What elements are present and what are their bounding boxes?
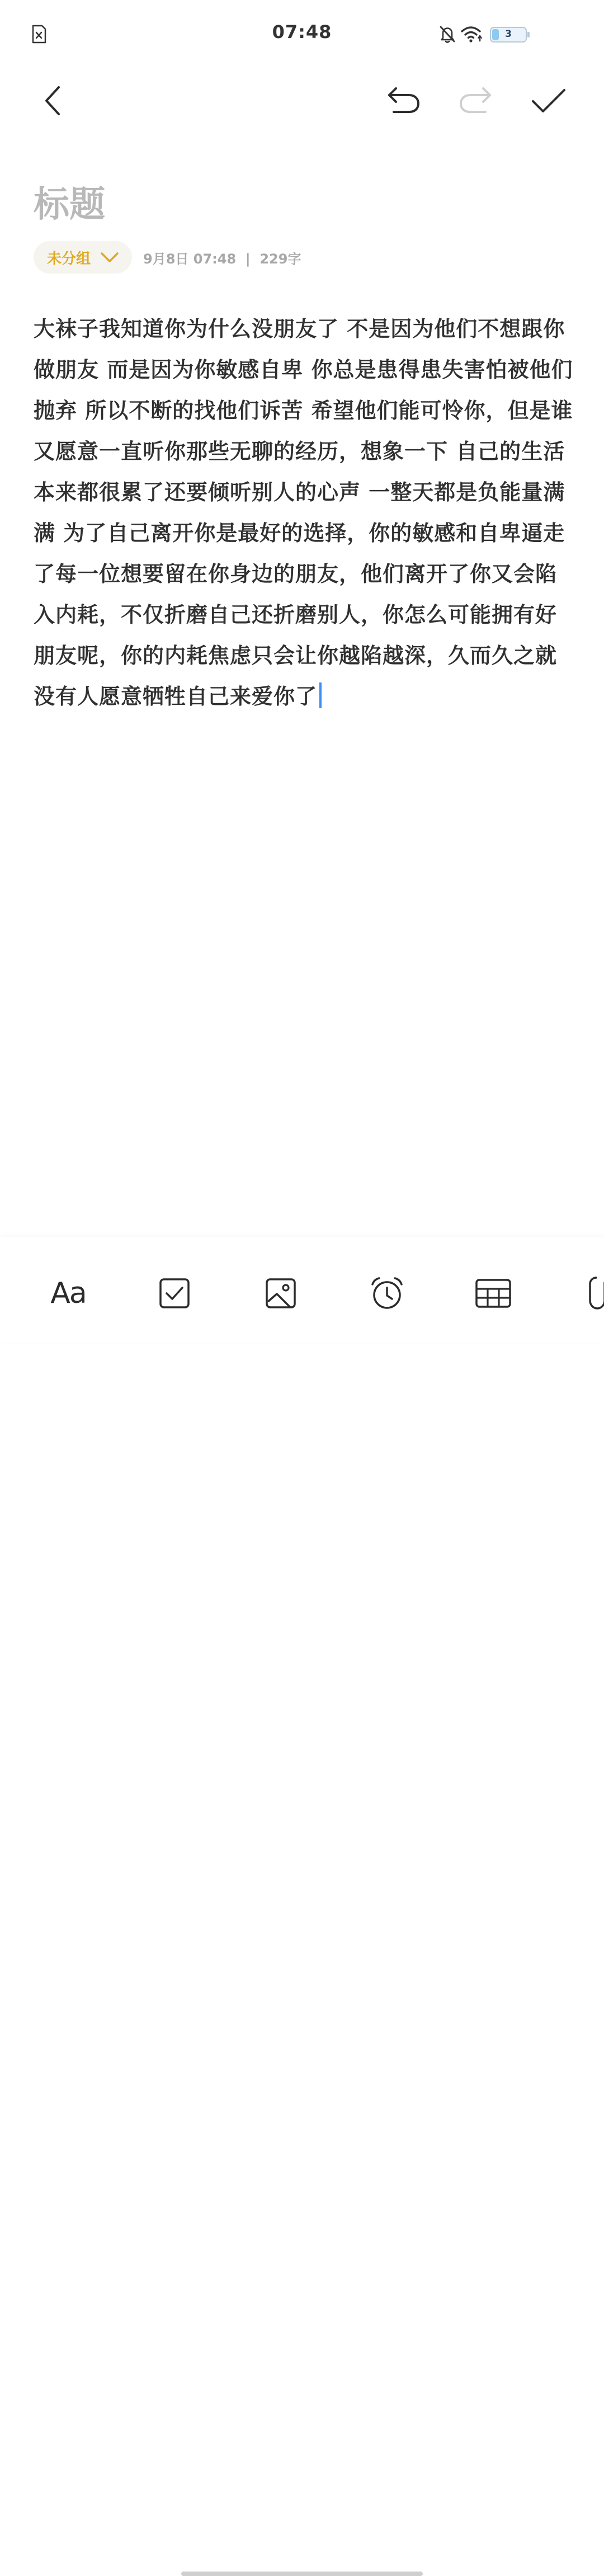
checklist-icon [158,1277,191,1310]
note-body-editor[interactable] [34,309,576,717]
text-cursor [319,682,322,708]
note-title-input[interactable]: 标题 [34,184,105,225]
undo-icon [385,85,422,116]
table-button[interactable] [471,1271,516,1316]
attachment-icon [588,1275,604,1312]
back-arrow-icon [41,84,65,117]
battery-level: 3 [505,29,512,40]
battery-icon [490,27,527,43]
text-style-icon: Aa [50,1277,86,1310]
image-button[interactable] [258,1271,303,1316]
note-body-text: 大袜子我知道你为什么没朋友了 不是因为他们不想跟你做朋友 而是因为你敏感自卑 你总是患得患失害怕被他们抛弃 所以不断的找他们诉苦 希望他们能可怜你，但是谁又愿意一直听你那些无聊的经历，想象一下 自己的生活本来都很累了还要倾听别人的心声 一整天都是负能量满满 为了自己离开你是最好的选择，你的敏感和自卑逼走了每一位想要留在你身边的朋友，他们离开了你又会陷入内耗，不仅折磨自己还折磨别人，你怎么可能拥有好朋友呢，你的内耗焦虑只会让你越陷越深，久而久之就没有人愿意牺牲自己来爱你了 [34,317,573,709]
battery-tip [527,32,530,37]
text-style-button[interactable] [46,1271,91,1316]
group-label: 未分组 [47,250,91,267]
status-bar [0,0,604,67]
attachment-button[interactable] [578,1271,604,1316]
wifi-icon [461,25,483,44]
undo-button[interactable] [378,73,428,129]
checkmark-icon [531,87,567,115]
reminder-button[interactable] [365,1271,409,1316]
group-selector[interactable] [34,241,132,274]
format-toolbar [0,1237,604,1343]
editor-toolbar [0,73,604,129]
status-time: 07:48 [272,21,332,43]
alarm-clock-icon [369,1276,405,1311]
checklist-button[interactable] [152,1271,197,1316]
note-meta-row [34,241,301,274]
chevron-down-icon [100,251,120,263]
home-indicator[interactable] [181,2572,423,2576]
image-icon [265,1277,297,1310]
mute-bell-icon [438,25,456,44]
back-button[interactable] [28,73,78,129]
table-icon [475,1278,512,1308]
redo-icon [457,85,494,116]
redo-button[interactable] [451,73,501,129]
done-button[interactable] [523,73,574,129]
note-meta-info: 9月8日 07:48 | 229字 [143,251,301,267]
